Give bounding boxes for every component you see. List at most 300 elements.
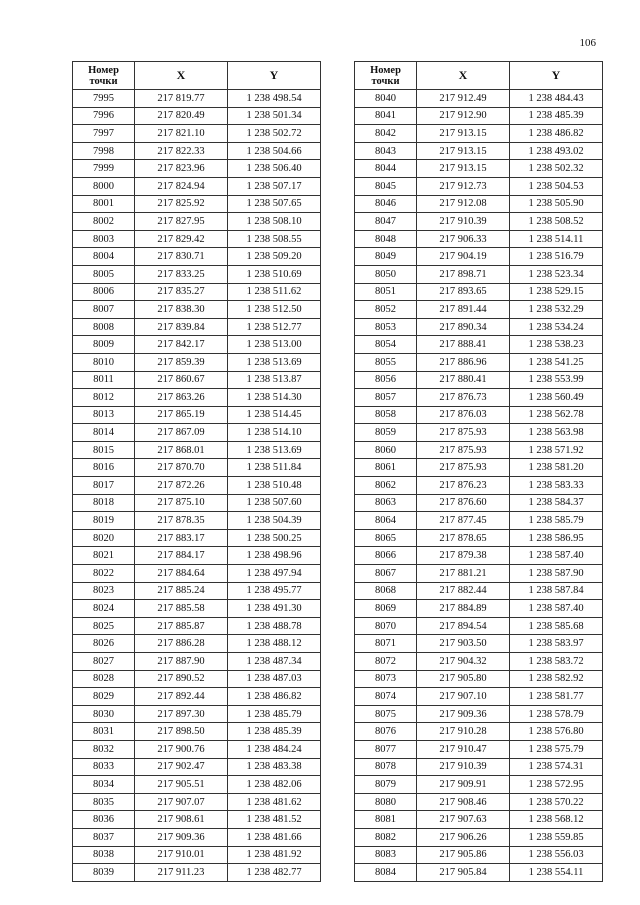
y-coordinate-cell: 1 238 508.10 [228,213,321,231]
coordinates-table-right [354,61,603,882]
point-number-cell: 8012 [73,389,135,407]
y-coordinate-cell: 1 238 486.82 [510,125,603,143]
y-coordinate-cell: 1 238 572.95 [510,776,603,794]
point-number-cell: 8054 [355,336,417,354]
table-row [73,864,321,882]
y-coordinate-cell: 1 238 583.97 [510,635,603,653]
y-coordinate-cell: 1 238 534.24 [510,318,603,336]
table-row [355,705,603,723]
x-coordinate-cell: 217 875.93 [417,441,510,459]
point-number-cell: 8050 [355,265,417,283]
y-coordinate-cell: 1 238 509.20 [228,248,321,266]
x-coordinate-cell: 217 877.45 [417,512,510,530]
point-number-cell: 8027 [73,653,135,671]
table-row [73,318,321,336]
header-y: Y [510,62,603,90]
point-number-cell: 8043 [355,142,417,160]
y-coordinate-cell: 1 238 487.34 [228,653,321,671]
x-coordinate-cell: 217 906.33 [417,230,510,248]
x-coordinate-cell: 217 910.01 [135,846,228,864]
table-row [73,301,321,319]
table-row [355,160,603,178]
table-row [73,653,321,671]
y-coordinate-cell: 1 238 507.65 [228,195,321,213]
x-coordinate-cell: 217 825.92 [135,195,228,213]
table-row [73,705,321,723]
point-number-cell: 7999 [73,160,135,178]
point-number-cell: 8049 [355,248,417,266]
x-coordinate-cell: 217 833.25 [135,265,228,283]
y-coordinate-cell: 1 238 481.66 [228,828,321,846]
point-number-cell: 8019 [73,512,135,530]
y-coordinate-cell: 1 238 587.40 [510,547,603,565]
x-coordinate-cell: 217 859.39 [135,353,228,371]
point-number-cell: 8030 [73,705,135,723]
point-number-cell: 8033 [73,758,135,776]
x-coordinate-cell: 217 910.39 [417,758,510,776]
x-coordinate-cell: 217 860.67 [135,371,228,389]
x-coordinate-cell: 217 878.35 [135,512,228,530]
y-coordinate-cell: 1 238 506.40 [228,160,321,178]
x-coordinate-cell: 217 910.39 [417,213,510,231]
point-number-cell: 8081 [355,811,417,829]
point-number-cell: 8013 [73,406,135,424]
x-coordinate-cell: 217 884.17 [135,547,228,565]
table-row [355,424,603,442]
table-row [73,389,321,407]
x-coordinate-cell: 217 900.76 [135,740,228,758]
table-row [355,688,603,706]
x-coordinate-cell: 217 905.51 [135,776,228,794]
point-number-cell: 8011 [73,371,135,389]
point-number-cell: 8055 [355,353,417,371]
x-coordinate-cell: 217 908.61 [135,811,228,829]
y-coordinate-cell: 1 238 483.38 [228,758,321,776]
point-number-cell: 8082 [355,828,417,846]
y-coordinate-cell: 1 238 562.78 [510,406,603,424]
y-coordinate-cell: 1 238 482.06 [228,776,321,794]
table-row [73,846,321,864]
point-number-cell: 8056 [355,371,417,389]
y-coordinate-cell: 1 238 484.43 [510,90,603,108]
x-coordinate-cell: 217 820.49 [135,107,228,125]
x-coordinate-cell: 217 875.10 [135,494,228,512]
x-coordinate-cell: 217 894.54 [417,617,510,635]
x-coordinate-cell: 217 880.41 [417,371,510,389]
point-number-cell: 8058 [355,406,417,424]
point-number-cell: 8052 [355,301,417,319]
y-coordinate-cell: 1 238 583.33 [510,477,603,495]
point-number-cell: 8060 [355,441,417,459]
table-row [355,283,603,301]
y-coordinate-cell: 1 238 513.00 [228,336,321,354]
header-y: Y [228,62,321,90]
y-coordinate-cell: 1 238 514.11 [510,230,603,248]
table-row [73,529,321,547]
y-coordinate-cell: 1 238 559.85 [510,828,603,846]
table-row [73,670,321,688]
x-coordinate-cell: 217 910.28 [417,723,510,741]
table-row [355,459,603,477]
x-coordinate-cell: 217 907.10 [417,688,510,706]
y-coordinate-cell: 1 238 581.77 [510,688,603,706]
y-coordinate-cell: 1 238 554.11 [510,864,603,882]
y-coordinate-cell: 1 238 488.12 [228,635,321,653]
table-row [73,828,321,846]
point-number-cell: 8062 [355,477,417,495]
point-number-cell: 8083 [355,846,417,864]
table-row [355,477,603,495]
table-row [355,529,603,547]
table-row [355,301,603,319]
point-number-cell: 8034 [73,776,135,794]
y-coordinate-cell: 1 238 481.62 [228,793,321,811]
point-number-cell: 8048 [355,230,417,248]
point-number-cell: 8003 [73,230,135,248]
y-coordinate-cell: 1 238 583.72 [510,653,603,671]
x-coordinate-cell: 217 905.84 [417,864,510,882]
x-coordinate-cell: 217 887.90 [135,653,228,671]
table-row [73,283,321,301]
table-row [73,565,321,583]
table-row [73,195,321,213]
point-number-cell: 8029 [73,688,135,706]
point-number-cell: 8076 [355,723,417,741]
table-row [355,406,603,424]
y-coordinate-cell: 1 238 500.25 [228,529,321,547]
x-coordinate-cell: 217 824.94 [135,177,228,195]
table-row [73,125,321,143]
point-number-cell: 8069 [355,600,417,618]
table-row [73,107,321,125]
y-coordinate-cell: 1 238 491.30 [228,600,321,618]
table-row [73,740,321,758]
y-coordinate-cell: 1 238 498.96 [228,547,321,565]
x-coordinate-cell: 217 827.95 [135,213,228,231]
table-row [355,670,603,688]
point-number-cell: 8001 [73,195,135,213]
point-number-cell: 8022 [73,565,135,583]
y-coordinate-cell: 1 238 568.12 [510,811,603,829]
x-coordinate-cell: 217 903.50 [417,635,510,653]
y-coordinate-cell: 1 238 513.69 [228,353,321,371]
y-coordinate-cell: 1 238 529.15 [510,283,603,301]
table-row [355,353,603,371]
y-coordinate-cell: 1 238 511.84 [228,459,321,477]
x-coordinate-cell: 217 876.23 [417,477,510,495]
y-coordinate-cell: 1 238 512.77 [228,318,321,336]
table-header-row [355,62,603,90]
x-coordinate-cell: 217 884.64 [135,565,228,583]
table-row [73,758,321,776]
point-number-cell: 8015 [73,441,135,459]
x-coordinate-cell: 217 912.73 [417,177,510,195]
y-coordinate-cell: 1 238 487.03 [228,670,321,688]
table-row [355,635,603,653]
x-coordinate-cell: 217 888.41 [417,336,510,354]
table-row [355,230,603,248]
table-row [355,318,603,336]
table-row [355,793,603,811]
page-number: 106 [579,37,596,49]
x-coordinate-cell: 217 913.15 [417,125,510,143]
table-row [355,776,603,794]
x-coordinate-cell: 217 898.50 [135,723,228,741]
x-coordinate-cell: 217 842.17 [135,336,228,354]
x-coordinate-cell: 217 886.96 [417,353,510,371]
table-row [73,371,321,389]
y-coordinate-cell: 1 238 508.55 [228,230,321,248]
x-coordinate-cell: 217 876.03 [417,406,510,424]
point-number-cell: 8005 [73,265,135,283]
y-coordinate-cell: 1 238 563.98 [510,424,603,442]
table-row [73,793,321,811]
table-row [355,758,603,776]
point-number-cell: 8053 [355,318,417,336]
x-coordinate-cell: 217 876.60 [417,494,510,512]
table-row [355,811,603,829]
point-number-cell: 8007 [73,301,135,319]
x-coordinate-cell: 217 875.93 [417,424,510,442]
y-coordinate-cell: 1 238 508.52 [510,213,603,231]
x-coordinate-cell: 217 893.65 [417,283,510,301]
table-row [355,265,603,283]
table-row [73,635,321,653]
table-row [73,90,321,108]
x-coordinate-cell: 217 884.89 [417,600,510,618]
x-coordinate-cell: 217 879.38 [417,547,510,565]
point-number-cell: 8016 [73,459,135,477]
x-coordinate-cell: 217 909.91 [417,776,510,794]
y-coordinate-cell: 1 238 488.78 [228,617,321,635]
x-coordinate-cell: 217 910.47 [417,740,510,758]
x-coordinate-cell: 217 822.33 [135,142,228,160]
table-row [355,600,603,618]
table-row [355,864,603,882]
x-coordinate-cell: 217 890.34 [417,318,510,336]
y-coordinate-cell: 1 238 576.80 [510,723,603,741]
table-row [355,371,603,389]
point-number-cell: 8044 [355,160,417,178]
table-row [355,617,603,635]
point-number-cell: 8039 [73,864,135,882]
point-number-cell: 8024 [73,600,135,618]
y-coordinate-cell: 1 238 485.39 [510,107,603,125]
y-coordinate-cell: 1 238 485.39 [228,723,321,741]
y-coordinate-cell: 1 238 510.69 [228,265,321,283]
y-coordinate-cell: 1 238 587.84 [510,582,603,600]
x-coordinate-cell: 217 830.71 [135,248,228,266]
table-row [355,107,603,125]
point-number-cell: 8067 [355,565,417,583]
header-point-number: Номер точки [73,62,135,90]
table-row [73,265,321,283]
table-row [355,494,603,512]
x-coordinate-cell: 217 867.09 [135,424,228,442]
x-coordinate-cell: 217 908.46 [417,793,510,811]
x-coordinate-cell: 217 891.44 [417,301,510,319]
table-row [355,195,603,213]
x-coordinate-cell: 217 913.15 [417,142,510,160]
table-row [355,723,603,741]
x-coordinate-cell: 217 883.17 [135,529,228,547]
x-coordinate-cell: 217 872.26 [135,477,228,495]
table-row [73,582,321,600]
table-row [355,582,603,600]
table-row [355,828,603,846]
table-row [73,723,321,741]
table-row [73,336,321,354]
table-row [73,776,321,794]
table-row [355,142,603,160]
point-number-cell: 8046 [355,195,417,213]
point-number-cell: 7995 [73,90,135,108]
point-number-cell: 8010 [73,353,135,371]
point-number-cell: 8017 [73,477,135,495]
y-coordinate-cell: 1 238 513.69 [228,441,321,459]
y-coordinate-cell: 1 238 507.60 [228,494,321,512]
y-coordinate-cell: 1 238 513.87 [228,371,321,389]
x-coordinate-cell: 217 885.58 [135,600,228,618]
x-coordinate-cell: 217 878.65 [417,529,510,547]
table-row [73,406,321,424]
x-coordinate-cell: 217 907.07 [135,793,228,811]
y-coordinate-cell: 1 238 484.24 [228,740,321,758]
point-number-cell: 8032 [73,740,135,758]
y-coordinate-cell: 1 238 553.99 [510,371,603,389]
x-coordinate-cell: 217 829.42 [135,230,228,248]
table-row [73,600,321,618]
y-coordinate-cell: 1 238 510.48 [228,477,321,495]
y-coordinate-cell: 1 238 512.50 [228,301,321,319]
y-coordinate-cell: 1 238 497.94 [228,565,321,583]
x-coordinate-cell: 217 902.47 [135,758,228,776]
point-number-cell: 8065 [355,529,417,547]
y-coordinate-cell: 1 238 504.53 [510,177,603,195]
y-coordinate-cell: 1 238 541.25 [510,353,603,371]
table-row [73,811,321,829]
coordinates-table-left [72,61,321,882]
y-coordinate-cell: 1 238 485.79 [228,705,321,723]
point-number-cell: 8021 [73,547,135,565]
x-coordinate-cell: 217 904.19 [417,248,510,266]
point-number-cell: 8009 [73,336,135,354]
y-coordinate-cell: 1 238 481.92 [228,846,321,864]
table-row [73,547,321,565]
y-coordinate-cell: 1 238 486.82 [228,688,321,706]
x-coordinate-cell: 217 912.90 [417,107,510,125]
table-row [73,512,321,530]
point-number-cell: 8059 [355,424,417,442]
y-coordinate-cell: 1 238 538.23 [510,336,603,354]
point-number-cell: 8064 [355,512,417,530]
point-number-cell: 8070 [355,617,417,635]
table-row [355,740,603,758]
point-number-cell: 8036 [73,811,135,829]
point-number-cell: 8077 [355,740,417,758]
point-number-cell: 8084 [355,864,417,882]
header-x: X [417,62,510,90]
table-row [355,846,603,864]
y-coordinate-cell: 1 238 574.31 [510,758,603,776]
y-coordinate-cell: 1 238 560.49 [510,389,603,407]
point-number-cell: 8066 [355,547,417,565]
table-header-row [73,62,321,90]
table-row [73,688,321,706]
table-row [355,336,603,354]
table-row [355,90,603,108]
x-coordinate-cell: 217 876.73 [417,389,510,407]
y-coordinate-cell: 1 238 493.02 [510,142,603,160]
x-coordinate-cell: 217 912.08 [417,195,510,213]
table-row [355,125,603,143]
table-row [73,424,321,442]
y-coordinate-cell: 1 238 556.03 [510,846,603,864]
y-coordinate-cell: 1 238 516.79 [510,248,603,266]
table-row [73,441,321,459]
x-coordinate-cell: 217 838.30 [135,301,228,319]
y-coordinate-cell: 1 238 495.77 [228,582,321,600]
table-row [73,477,321,495]
point-number-cell: 8028 [73,670,135,688]
x-coordinate-cell: 217 909.36 [135,828,228,846]
x-coordinate-cell: 217 881.21 [417,565,510,583]
y-coordinate-cell: 1 238 507.17 [228,177,321,195]
point-number-cell: 7997 [73,125,135,143]
table-row [355,653,603,671]
x-coordinate-cell: 217 906.26 [417,828,510,846]
point-number-cell: 8071 [355,635,417,653]
point-number-cell: 8075 [355,705,417,723]
point-number-cell: 8000 [73,177,135,195]
y-coordinate-cell: 1 238 505.90 [510,195,603,213]
point-number-cell: 8020 [73,529,135,547]
point-number-cell: 8025 [73,617,135,635]
x-coordinate-cell: 217 907.63 [417,811,510,829]
y-coordinate-cell: 1 238 578.79 [510,705,603,723]
header-x: X [135,62,228,90]
point-number-cell: 8004 [73,248,135,266]
table-row [355,512,603,530]
x-coordinate-cell: 217 897.30 [135,705,228,723]
point-number-cell: 8047 [355,213,417,231]
table-row [73,248,321,266]
header-point-number: Номер точки [355,62,417,90]
x-coordinate-cell: 217 875.93 [417,459,510,477]
y-coordinate-cell: 1 238 501.34 [228,107,321,125]
table-row [355,248,603,266]
point-number-cell: 8008 [73,318,135,336]
table-row [355,213,603,231]
y-coordinate-cell: 1 238 514.30 [228,389,321,407]
y-coordinate-cell: 1 238 502.72 [228,125,321,143]
point-number-cell: 8041 [355,107,417,125]
point-number-cell: 8078 [355,758,417,776]
x-coordinate-cell: 217 905.80 [417,670,510,688]
point-number-cell: 8040 [355,90,417,108]
x-coordinate-cell: 217 912.49 [417,90,510,108]
x-coordinate-cell: 217 885.87 [135,617,228,635]
point-number-cell: 8018 [73,494,135,512]
table-row [73,494,321,512]
x-coordinate-cell: 217 821.10 [135,125,228,143]
x-coordinate-cell: 217 905.86 [417,846,510,864]
table-row [355,177,603,195]
x-coordinate-cell: 217 886.28 [135,635,228,653]
x-coordinate-cell: 217 865.19 [135,406,228,424]
table-row [73,142,321,160]
point-number-cell: 8079 [355,776,417,794]
